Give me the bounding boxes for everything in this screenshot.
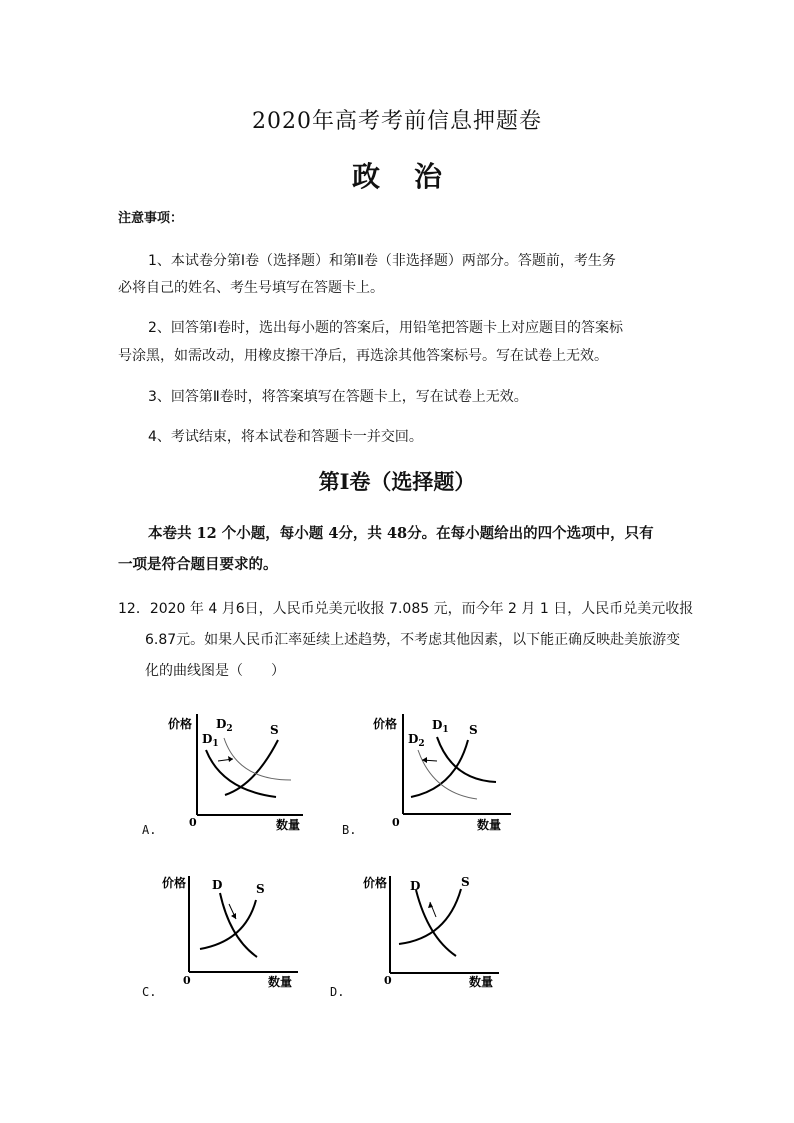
note-3: 3、回答第Ⅱ卷时，将答案填写在答题卡上，写在试卷上无效。 [148, 389, 528, 405]
note-1-line-2: 必将自己的姓名、考生号填写在答题卡上。 [118, 280, 384, 296]
graph-c [130, 858, 330, 1003]
exam-title: 2020年高考考前信息押题卷 [252, 109, 542, 134]
graph-a [130, 700, 330, 845]
section-title: 第Ⅰ卷（选择题） [318, 469, 476, 494]
demand-curve-d2 [224, 738, 291, 780]
graph-d [330, 858, 530, 1003]
s-label: S [256, 882, 265, 896]
section-intro-line-1: 本卷共 12 个小题，每小题 4分，共 48分。在每小题给出的四个选项中，只有 [148, 525, 654, 542]
origin-label: 0 [384, 974, 392, 987]
d1-label: $D_1$ [202, 732, 219, 749]
note-2-line-2: 号涂黑，如需改动，用橡皮擦干净后，再选涂其他答案标号。写在试卷上无效。 [118, 348, 608, 364]
option-a-label: A. [142, 823, 157, 837]
supply-curve [225, 740, 278, 795]
x-axis-label: 数量 [276, 818, 301, 832]
origin-label: 0 [183, 974, 191, 987]
d-label: D [410, 879, 421, 893]
option-d-label: D. [330, 985, 345, 999]
y-axis-label: 价格 [373, 717, 398, 731]
graph-b [340, 700, 540, 845]
supply-curve [200, 900, 256, 949]
d2-label: $D_2$ [216, 717, 233, 734]
question-line-1: 12．2020 年 4 月6日，人民币兑美元收报 7.085 元，而今年 2 月 1 日，人民币兑美元收报 [118, 601, 694, 617]
s-label: S [270, 723, 279, 737]
demand-curve [416, 890, 456, 956]
d1-label: $D_1$ [432, 718, 449, 735]
origin-label: 0 [189, 816, 197, 829]
section-intro-line-2: 一项是符合题目要求的。 [118, 556, 278, 573]
supply-curve [399, 889, 461, 944]
option-b-label: B. [342, 823, 357, 837]
note-1-line-1: 1、本试卷分第Ⅰ卷（选择题）和第Ⅱ卷（非选择题）两部分。答题前，考生务 [148, 253, 616, 269]
x-axis-label: 数量 [469, 975, 494, 989]
x-axis-label: 数量 [477, 818, 502, 832]
subject-title: 政治 [351, 160, 476, 193]
demand-curve [220, 893, 257, 957]
notes-heading: 注意事项： [118, 211, 184, 226]
s-label: S [469, 723, 478, 737]
d2-label: $D_2$ [408, 732, 425, 749]
s-label: S [461, 875, 470, 889]
y-axis-label: 价格 [162, 876, 187, 890]
question-line-2: 6.87元。如果人民币汇率延续上述趋势，不考虑其他因素，以下能正确反映赴美旅游变 [145, 632, 681, 648]
option-c-label: C. [142, 985, 157, 999]
note-4: 4、考试结束，将本试卷和答题卡一并交回。 [148, 429, 423, 445]
demand-curve-d1 [206, 750, 276, 797]
question-line-3: 化的曲线图是（ ） [145, 663, 285, 679]
note-2-line-1: 2、回答第Ⅰ卷时，选出每小题的答案后，用铅笔把答题卡上对应题目的答案标 [148, 320, 624, 336]
y-axis-label: 价格 [363, 876, 388, 890]
y-axis-label: 价格 [168, 717, 193, 731]
d-label: D [212, 878, 223, 892]
origin-label: 0 [392, 816, 400, 829]
x-axis-label: 数量 [268, 975, 293, 989]
